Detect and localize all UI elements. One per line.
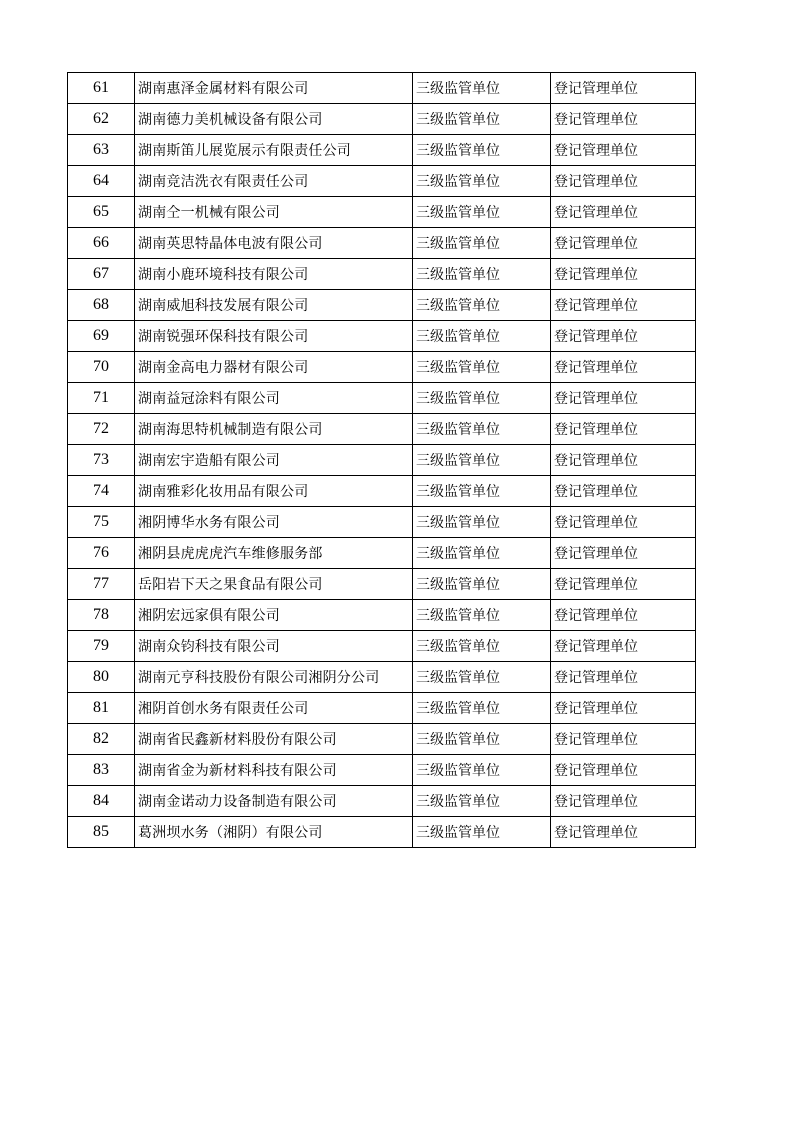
company-name: 湖南锐强环保科技有限公司 [135, 321, 413, 352]
company-name: 湖南众钧科技有限公司 [135, 631, 413, 662]
table-row [68, 352, 696, 383]
row-number: 67 [68, 259, 135, 290]
company-name: 湖南元亨科技股份有限公司湘阴分公司 [135, 662, 413, 693]
table-row [68, 228, 696, 259]
company-registry-table [67, 72, 696, 848]
management-category: 登记管理单位 [551, 817, 696, 848]
management-category: 登记管理单位 [551, 321, 696, 352]
supervision-level: 三级监管单位 [413, 104, 551, 135]
management-category: 登记管理单位 [551, 631, 696, 662]
row-number: 74 [68, 476, 135, 507]
table-row [68, 73, 696, 104]
management-category: 登记管理单位 [551, 476, 696, 507]
row-number: 83 [68, 755, 135, 786]
management-category: 登记管理单位 [551, 507, 696, 538]
company-name: 湖南金诺动力设备制造有限公司 [135, 786, 413, 817]
company-name: 湖南竞洁洗衣有限责任公司 [135, 166, 413, 197]
registry-table-body [68, 73, 696, 848]
supervision-level: 三级监管单位 [413, 724, 551, 755]
management-category: 登记管理单位 [551, 228, 696, 259]
table-row [68, 693, 696, 724]
table-row [68, 259, 696, 290]
row-number: 79 [68, 631, 135, 662]
company-name: 湖南威旭科技发展有限公司 [135, 290, 413, 321]
row-number: 85 [68, 817, 135, 848]
row-number: 72 [68, 414, 135, 445]
management-category: 登记管理单位 [551, 352, 696, 383]
table-row [68, 631, 696, 662]
supervision-level: 三级监管单位 [413, 135, 551, 166]
supervision-level: 三级监管单位 [413, 817, 551, 848]
row-number: 68 [68, 290, 135, 321]
table-row [68, 507, 696, 538]
management-category: 登记管理单位 [551, 693, 696, 724]
row-number: 66 [68, 228, 135, 259]
company-name: 湖南英思特晶体电波有限公司 [135, 228, 413, 259]
management-category: 登记管理单位 [551, 259, 696, 290]
supervision-level: 三级监管单位 [413, 352, 551, 383]
management-category: 登记管理单位 [551, 73, 696, 104]
supervision-level: 三级监管单位 [413, 73, 551, 104]
management-category: 登记管理单位 [551, 786, 696, 817]
supervision-level: 三级监管单位 [413, 507, 551, 538]
company-name: 湖南金高电力器材有限公司 [135, 352, 413, 383]
company-name: 湘阴县虎虎虎汽车维修服务部 [135, 538, 413, 569]
table-row [68, 383, 696, 414]
table-row [68, 755, 696, 786]
table-row [68, 538, 696, 569]
company-name: 湖南雅彩化妆用品有限公司 [135, 476, 413, 507]
supervision-level: 三级监管单位 [413, 383, 551, 414]
supervision-level: 三级监管单位 [413, 414, 551, 445]
supervision-level: 三级监管单位 [413, 197, 551, 228]
row-number: 64 [68, 166, 135, 197]
management-category: 登记管理单位 [551, 135, 696, 166]
management-category: 登记管理单位 [551, 414, 696, 445]
table-row [68, 476, 696, 507]
row-number: 71 [68, 383, 135, 414]
supervision-level: 三级监管单位 [413, 662, 551, 693]
management-category: 登记管理单位 [551, 104, 696, 135]
table-row [68, 197, 696, 228]
table-row [68, 724, 696, 755]
supervision-level: 三级监管单位 [413, 538, 551, 569]
table-row [68, 600, 696, 631]
supervision-level: 三级监管单位 [413, 755, 551, 786]
row-number: 73 [68, 445, 135, 476]
row-number: 63 [68, 135, 135, 166]
company-name: 湖南小鹿环境科技有限公司 [135, 259, 413, 290]
company-name: 湖南省民鑫新材料股份有限公司 [135, 724, 413, 755]
management-category: 登记管理单位 [551, 569, 696, 600]
company-name: 葛洲坝水务（湘阴）有限公司 [135, 817, 413, 848]
management-category: 登记管理单位 [551, 166, 696, 197]
management-category: 登记管理单位 [551, 755, 696, 786]
table-row [68, 414, 696, 445]
table-row [68, 166, 696, 197]
company-name: 湖南海思特机械制造有限公司 [135, 414, 413, 445]
supervision-level: 三级监管单位 [413, 569, 551, 600]
management-category: 登记管理单位 [551, 383, 696, 414]
management-category: 登记管理单位 [551, 600, 696, 631]
row-number: 82 [68, 724, 135, 755]
supervision-level: 三级监管单位 [413, 290, 551, 321]
company-name: 湖南德力美机械设备有限公司 [135, 104, 413, 135]
table-row [68, 104, 696, 135]
company-name: 湘阴博华水务有限公司 [135, 507, 413, 538]
row-number: 65 [68, 197, 135, 228]
row-number: 78 [68, 600, 135, 631]
supervision-level: 三级监管单位 [413, 321, 551, 352]
supervision-level: 三级监管单位 [413, 445, 551, 476]
company-name: 岳阳岩下天之果食品有限公司 [135, 569, 413, 600]
row-number: 70 [68, 352, 135, 383]
table-row [68, 662, 696, 693]
supervision-level: 三级监管单位 [413, 631, 551, 662]
supervision-level: 三级监管单位 [413, 600, 551, 631]
management-category: 登记管理单位 [551, 538, 696, 569]
management-category: 登记管理单位 [551, 290, 696, 321]
table-row [68, 786, 696, 817]
table-row [68, 135, 696, 166]
row-number: 80 [68, 662, 135, 693]
supervision-level: 三级监管单位 [413, 228, 551, 259]
row-number: 75 [68, 507, 135, 538]
management-category: 登记管理单位 [551, 724, 696, 755]
row-number: 76 [68, 538, 135, 569]
table-row [68, 321, 696, 352]
table-row [68, 290, 696, 321]
supervision-level: 三级监管单位 [413, 786, 551, 817]
row-number: 62 [68, 104, 135, 135]
supervision-level: 三级监管单位 [413, 259, 551, 290]
supervision-level: 三级监管单位 [413, 476, 551, 507]
company-name: 湖南惠泽金属材料有限公司 [135, 73, 413, 104]
supervision-level: 三级监管单位 [413, 166, 551, 197]
row-number: 69 [68, 321, 135, 352]
table-row [68, 445, 696, 476]
management-category: 登记管理单位 [551, 445, 696, 476]
company-name: 湖南斯笛儿展览展示有限责任公司 [135, 135, 413, 166]
company-name: 湖南仝一机械有限公司 [135, 197, 413, 228]
company-name: 湖南益冠涂料有限公司 [135, 383, 413, 414]
row-number: 84 [68, 786, 135, 817]
company-name: 湘阴宏远家俱有限公司 [135, 600, 413, 631]
row-number: 61 [68, 73, 135, 104]
company-name: 湘阴首创水务有限责任公司 [135, 693, 413, 724]
company-name: 湖南省金为新材料科技有限公司 [135, 755, 413, 786]
row-number: 81 [68, 693, 135, 724]
management-category: 登记管理单位 [551, 662, 696, 693]
row-number: 77 [68, 569, 135, 600]
management-category: 登记管理单位 [551, 197, 696, 228]
table-row [68, 817, 696, 848]
table-row [68, 569, 696, 600]
company-name: 湖南宏宇造船有限公司 [135, 445, 413, 476]
supervision-level: 三级监管单位 [413, 693, 551, 724]
